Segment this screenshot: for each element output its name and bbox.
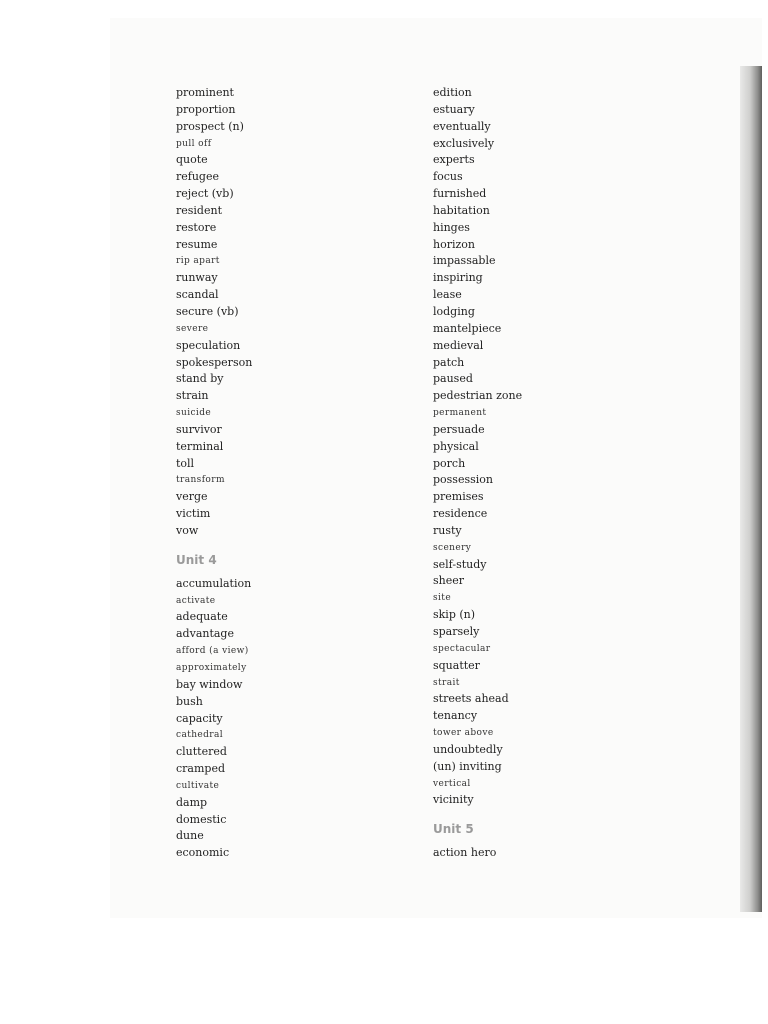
vocab-word: damp — [176, 795, 208, 809]
vocab-word: exclusively — [433, 136, 495, 150]
vocab-word: focus — [433, 170, 463, 184]
vocab-word: persuade — [433, 422, 485, 436]
word-list-left-top — [176, 85, 376, 540]
vocab-word: mantelpiece — [433, 321, 502, 335]
vocab-word: porch — [433, 456, 466, 470]
vocab-word: rip apart — [176, 256, 220, 267]
vocab-word: secure (vb) — [176, 304, 239, 318]
vocab-word: activate — [176, 595, 216, 606]
vocab-word: (un) inviting — [433, 759, 502, 773]
vocab-word: reject (vb) — [176, 187, 234, 201]
vocab-word: scandal — [176, 288, 219, 302]
vocab-word: cultivate — [176, 780, 220, 791]
vocab-word: pull off — [176, 138, 212, 149]
vocabulary-column-left — [176, 85, 376, 862]
word-list-right-top — [433, 85, 633, 809]
vocab-word: quote — [176, 153, 208, 167]
vocab-word: severe — [176, 323, 209, 334]
vocab-word: vertical — [433, 778, 471, 789]
vocab-word: accumulation — [176, 576, 252, 590]
vocab-word: sparsely — [433, 625, 480, 638]
vocab-word: habitation — [433, 203, 490, 217]
vocab-word: scenery — [433, 542, 472, 553]
vocab-word: proportion — [176, 102, 236, 116]
vocab-word: medieval — [433, 338, 484, 352]
word-list-left-bottom — [176, 576, 376, 862]
vocab-word: rusty — [433, 523, 462, 537]
vocab-word: spectacular — [433, 643, 491, 654]
page-binding-edge — [740, 66, 762, 912]
vocab-word: eventually — [433, 119, 491, 133]
vocab-word: possession — [433, 473, 493, 487]
vocab-word: terminal — [176, 439, 224, 453]
vocab-word: horizon — [433, 237, 475, 251]
vocab-word: adequate — [176, 610, 228, 624]
vocab-word: streets ahead — [433, 692, 509, 706]
vocab-word: verge — [176, 490, 208, 504]
vocab-word: speculation — [176, 338, 241, 352]
vocab-word: hinges — [433, 220, 470, 234]
vocab-word: self-study — [433, 557, 487, 571]
word-list-right-bottom — [433, 845, 633, 862]
vocab-word: vicinity — [433, 793, 474, 807]
vocab-word: strait — [433, 677, 460, 688]
vocab-word: refugee — [176, 170, 219, 184]
vocab-word: impassable — [433, 254, 496, 268]
vocab-word: advantage — [176, 627, 234, 641]
unit-4-heading: Unit 4 — [176, 552, 217, 567]
vocab-word: edition — [433, 86, 472, 99]
vocab-word: economic — [176, 846, 230, 860]
vocab-word: dune — [176, 829, 204, 843]
vocab-word: lodging — [433, 304, 475, 318]
vocab-word: inspiring — [433, 271, 483, 285]
vocab-word: sheer — [433, 574, 465, 588]
vocab-word: transform — [176, 475, 225, 486]
vocab-word: cramped — [176, 762, 226, 776]
vocab-word: squatter — [433, 658, 480, 672]
vocab-word: cathedral — [176, 730, 224, 741]
vocab-word: strain — [176, 389, 209, 403]
vocab-word: bay window — [176, 677, 243, 691]
vocab-word: spokesperson — [176, 355, 253, 369]
vocab-word: restore — [176, 220, 217, 234]
vocab-word: cluttered — [176, 745, 227, 759]
vocab-word: survivor — [176, 422, 222, 436]
vocab-word: prominent — [176, 86, 234, 99]
vocab-word: physical — [433, 439, 479, 453]
vocab-word: prospect (n) — [176, 119, 244, 133]
vocab-word: lease — [433, 288, 462, 302]
vocab-word: vow — [176, 523, 199, 537]
vocab-word: experts — [433, 153, 475, 167]
vocab-word: undoubtedly — [433, 742, 503, 756]
vocab-word: action hero — [433, 846, 497, 860]
vocab-word: approximately — [176, 663, 247, 673]
vocabulary-column-right — [433, 85, 633, 862]
vocab-word: estuary — [433, 102, 475, 116]
vocab-word: bush — [176, 694, 203, 708]
vocab-word: premises — [433, 490, 484, 504]
vocab-word: pedestrian zone — [433, 389, 523, 403]
vocab-word: resume — [176, 237, 218, 251]
vocab-word: tenancy — [433, 709, 478, 723]
vocab-word: skip (n) — [433, 608, 476, 622]
vocab-word: domestic — [176, 812, 227, 826]
vocab-word: suicide — [176, 408, 212, 419]
unit-5-heading: Unit 5 — [433, 822, 474, 837]
vocab-word: paused — [433, 372, 473, 386]
vocab-word: tower above — [433, 728, 494, 739]
vocab-word: permanent — [433, 408, 487, 419]
vocab-word: afford (a view) — [176, 646, 249, 657]
vocab-word: resident — [176, 203, 222, 217]
vocab-word: residence — [433, 507, 488, 521]
vocab-word: site — [433, 593, 452, 604]
vocab-word: capacity — [176, 711, 223, 725]
vocab-word: victim — [176, 507, 211, 521]
vocab-word: runway — [176, 271, 218, 285]
vocab-word: patch — [433, 355, 465, 369]
vocab-word: toll — [176, 456, 195, 470]
vocab-word: furnished — [433, 187, 487, 201]
vocab-word: stand by — [176, 372, 224, 386]
